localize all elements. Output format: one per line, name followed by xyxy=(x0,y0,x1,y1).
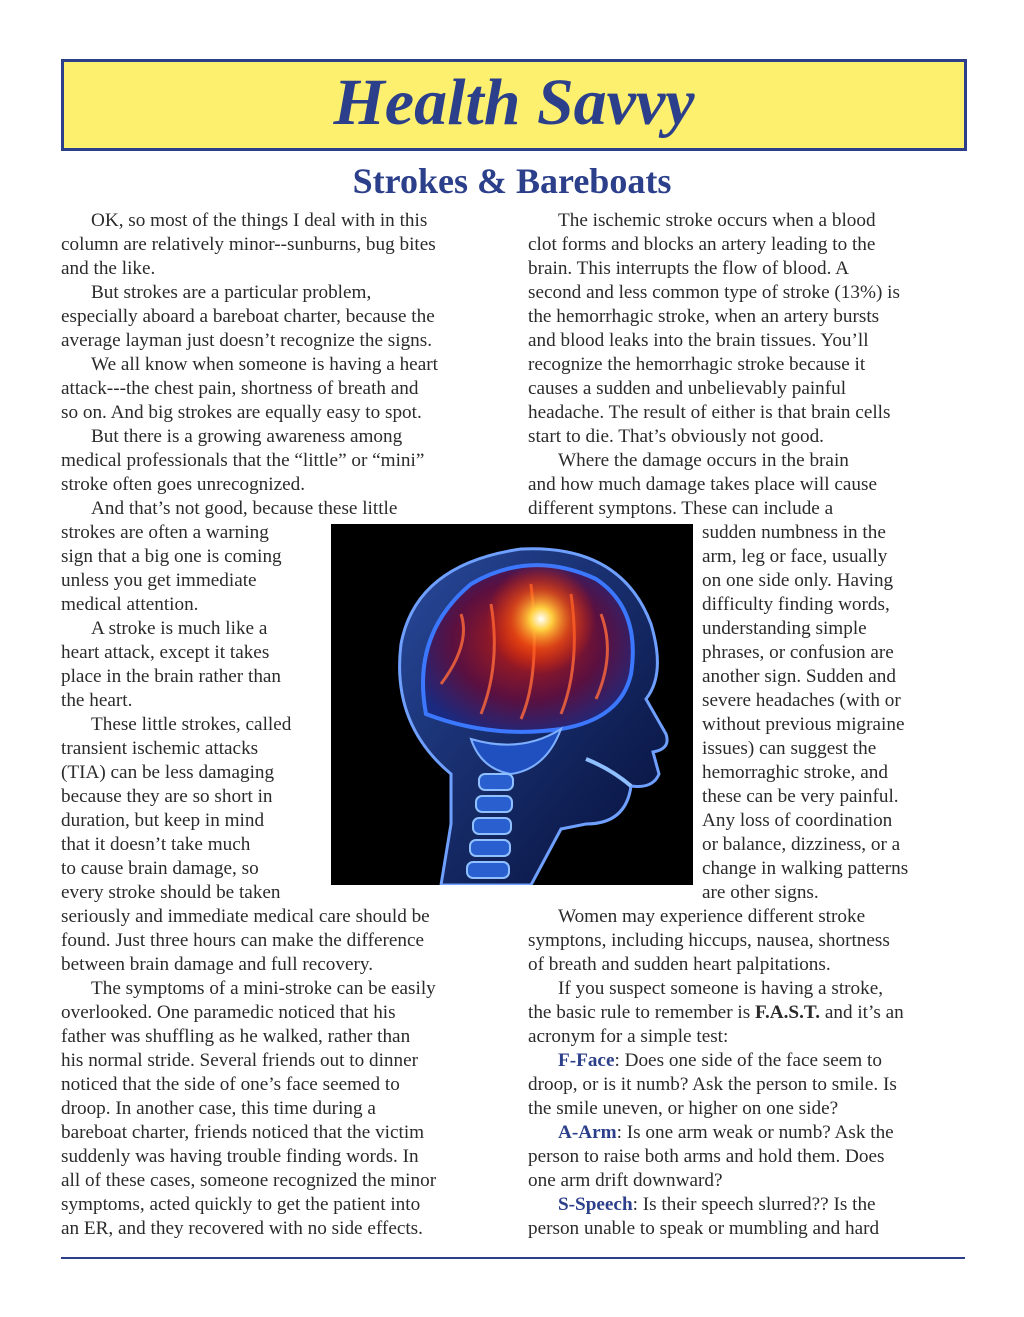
article-text-line: clot forms and blocks an artery leading to the xyxy=(528,234,876,255)
article-text-line: brain. This interrupts the flow of blood. A xyxy=(528,258,849,279)
fast-item-line: the smile uneven, or higher on one side? xyxy=(528,1098,839,1119)
article-text-line: Women may experience different stroke xyxy=(558,906,866,927)
article-text-line: and the like. xyxy=(61,258,156,279)
brain-stroke-image xyxy=(331,524,693,885)
header-banner xyxy=(61,59,967,151)
article-text-line: The ischemic stroke occurs when a blood xyxy=(558,210,876,231)
article-text-line: Any loss of coordination xyxy=(702,810,893,831)
article-text-line: different symptons. These can include a xyxy=(528,498,834,519)
article-text-line: father was shuffling as he walked, rather than xyxy=(61,1026,411,1047)
left-column-wrap xyxy=(61,521,326,905)
article-text-line: found. Just three hours can make the difference xyxy=(61,930,425,951)
article-text-line: and blood leaks into the brain tissues. You’ll xyxy=(528,330,869,351)
article-text-line: seriously and immediate medical care should be xyxy=(61,906,430,927)
article-text-line: sign that a big one is coming xyxy=(61,546,282,567)
article-text-line: symptoms, acted quickly to get the patient into xyxy=(61,1194,421,1215)
article-text-line: these can be very painful. xyxy=(702,786,899,807)
article-text-line: medical attention. xyxy=(61,594,199,615)
article-text-line: or balance, dizziness, or a xyxy=(702,834,901,855)
article-text-line: every stroke should be taken xyxy=(61,882,281,903)
article-text-line: causes a sudden and unbelievably painful xyxy=(528,378,847,399)
article-text-line: another sign. Sudden and xyxy=(702,666,896,687)
brain-illustration xyxy=(331,524,693,885)
article-text-line: OK, so most of the things I deal with in this xyxy=(91,210,428,231)
article-text-line: on one side only. Having xyxy=(702,570,894,591)
article-text-line: And that’s not good, because these little xyxy=(91,498,398,519)
fast-item-line: droop, or is it numb? Ask the person to smile. Is xyxy=(528,1074,897,1095)
fast-intro: the basic rule to remember is F.A.S.T. and it’s an xyxy=(528,1002,904,1023)
article-text-line: strokes are often a warning xyxy=(61,522,269,543)
fast-list xyxy=(528,1049,968,1241)
right-column-bottom xyxy=(528,905,968,1241)
article-text-line: recognize the hemorrhagic stroke because it xyxy=(528,354,866,375)
article-text-line: duration, but keep in mind xyxy=(61,810,265,831)
left-column-top xyxy=(61,209,506,521)
article-text-line: place in the brain rather than xyxy=(61,666,282,687)
article-text-line: the hemorrhagic stroke, when an artery bursts xyxy=(528,306,880,327)
article-text-line: These little strokes, called xyxy=(91,714,292,735)
article-text-line: attack---the chest pain, shortness of breath and xyxy=(61,378,419,399)
article-text-line: so on. And big strokes are equally easy to spot. xyxy=(61,402,422,423)
article-text-line: start to die. That’s obviously not good. xyxy=(528,426,824,447)
article-text-line: unless you get immediate xyxy=(61,570,257,591)
fast-item-line: one arm drift downward? xyxy=(528,1170,723,1191)
article-text-line: heart attack, except it takes xyxy=(61,642,270,663)
fast-item: S-Speech: Is their speech slurred?? Is the xyxy=(558,1194,876,1215)
article-text-line: But there is a growing awareness among xyxy=(91,426,403,447)
fast-intro-line2: acronym for a simple test: xyxy=(528,1026,729,1047)
article-text-line: headache. The result of either is that brain cells xyxy=(528,402,891,423)
article-text-line: phrases, or confusion are xyxy=(702,642,894,663)
article-text-line: column are relatively minor--sunburns, bug bites xyxy=(61,234,436,255)
article-text-line: droop. In another case, this time during a xyxy=(61,1098,376,1119)
article-text-line: of breath and sudden heart palpitations. xyxy=(528,954,831,975)
fast-item: A-Arm: Is one arm weak or numb? Ask the xyxy=(558,1122,894,1143)
article-text-line: severe headaches (with or xyxy=(702,690,901,711)
symptoms-paragraphs xyxy=(528,905,968,1001)
article-text-line: stroke often goes unrecognized. xyxy=(61,474,306,495)
article-text-line: all of these cases, someone recognized the minor xyxy=(61,1170,437,1191)
left-column-bottom xyxy=(61,905,506,1241)
article-text-line: The symptoms of a mini-stroke can be easily xyxy=(91,978,436,999)
article-text-line: change in walking patterns xyxy=(702,858,909,879)
article-text-line: If you suspect someone is having a stroke, xyxy=(558,978,884,999)
article-text-line: Where the damage occurs in the brain xyxy=(558,450,849,471)
article-text-line: without previous migraine xyxy=(702,714,905,735)
article-title: Strokes & Bareboats xyxy=(352,161,672,201)
article-text-line: between brain damage and full recovery. xyxy=(61,954,374,975)
article-text-line: (TIA) can be less damaging xyxy=(61,762,275,783)
right-column-top xyxy=(528,209,968,521)
fast-item-line: person unable to speak or mumbling and hard xyxy=(528,1218,880,1239)
article-text-line: But strokes are a particular problem, xyxy=(91,282,372,303)
article-text-line: suddenly was having trouble finding words. In xyxy=(61,1146,419,1167)
article-text-line: that it doesn’t take much xyxy=(61,834,251,855)
magazine-section-title: Health Savvy xyxy=(333,66,695,139)
article-text-line: understanding simple xyxy=(702,618,867,639)
article-text-line: difficulty finding words, xyxy=(702,594,890,615)
article-text-line: hemorraghic stroke, and xyxy=(702,762,888,783)
article-text-line: We all know when someone is having a heart xyxy=(91,354,438,375)
article-text-line: to cause brain damage, so xyxy=(61,858,259,879)
article-text-line: and how much damage takes place will cause xyxy=(528,474,877,495)
article-text-line: second and less common type of stroke (13%) is xyxy=(528,282,900,303)
article-text-line: symptons, including hiccups, nausea, shortness xyxy=(528,930,890,951)
fast-item-line: person to raise both arms and hold them. Does xyxy=(528,1146,885,1167)
article-text-line: the heart. xyxy=(61,690,133,711)
article-text-line: A stroke is much like a xyxy=(91,618,268,639)
footer-divider xyxy=(61,1257,965,1259)
article-text-line: medical professionals that the “little” or “mini” xyxy=(61,450,425,471)
article-text-line: average layman just doesn’t recognize the signs. xyxy=(61,330,433,351)
article-text-line: overlooked. One paramedic noticed that his xyxy=(61,1002,396,1023)
article-text-line: transient ischemic attacks xyxy=(61,738,259,759)
fast-item: F-Face: Does one side of the face seem to xyxy=(558,1050,882,1071)
article-text-line: because they are so short in xyxy=(61,786,273,807)
article-text-line: noticed that the side of one’s face seemed to xyxy=(61,1074,400,1095)
article-text-line: his normal stride. Several friends out to dinner xyxy=(61,1050,419,1071)
article-text-line: especially aboard a bareboat charter, because the xyxy=(61,306,435,327)
right-column-wrap xyxy=(702,521,967,905)
article-text-line: bareboat charter, friends noticed that the victim xyxy=(61,1122,425,1143)
fast-acronym: F.A.S.T. xyxy=(754,1002,821,1023)
article-text-line: are other signs. xyxy=(702,882,819,903)
article-text-line: issues) can suggest the xyxy=(702,738,877,759)
article-text-line: arm, leg or face, usually xyxy=(702,546,888,567)
article-text-line: an ER, and they recovered with no side effects. xyxy=(61,1218,423,1239)
article-text-line: sudden numbness in the xyxy=(702,522,886,543)
